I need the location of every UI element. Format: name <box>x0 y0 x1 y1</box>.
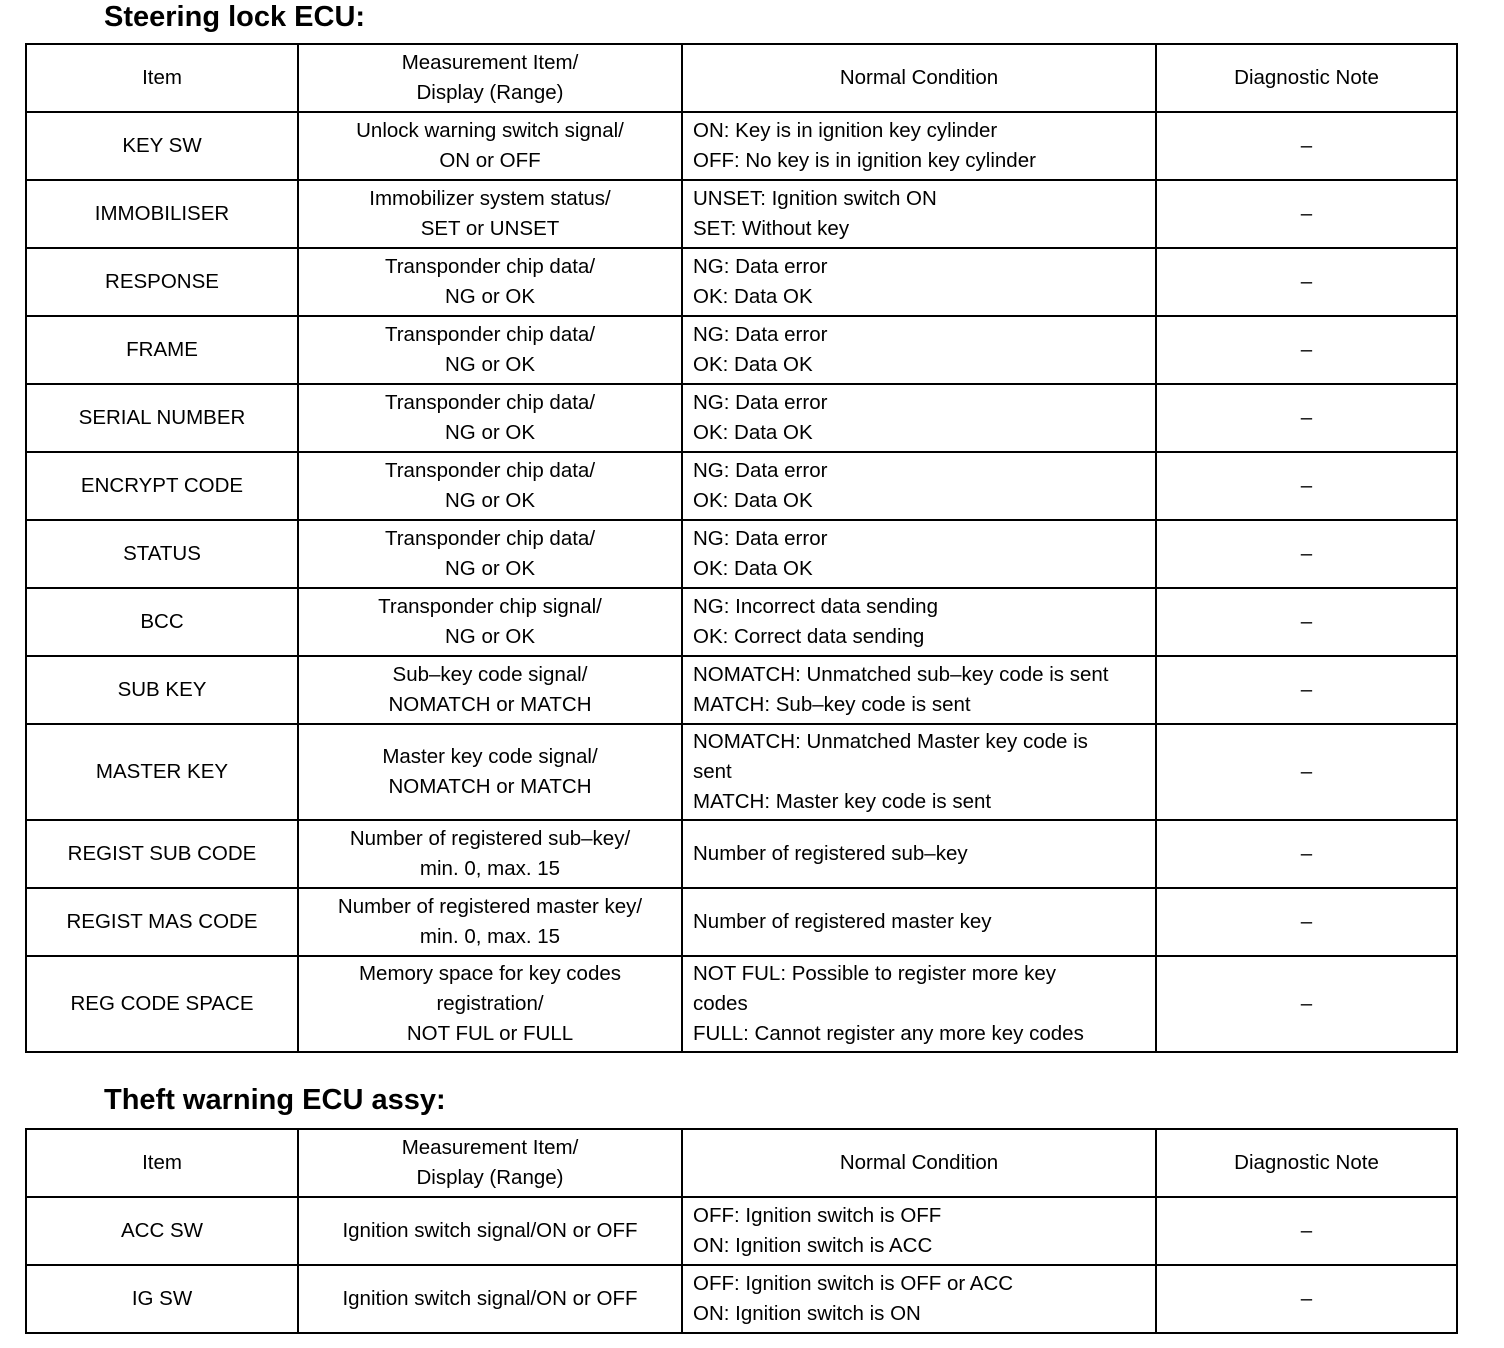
header-measurement-line: Display (Range) <box>416 1166 564 1189</box>
measurement-cell-line: NG or OK <box>445 557 535 580</box>
measurement-cell-line: Memory space for key codes <box>358 962 622 985</box>
table-row <box>26 520 1457 588</box>
measurement-cell <box>298 248 682 316</box>
measurement-cell <box>298 1265 682 1333</box>
condition-cell-line: OK: Data OK <box>693 285 813 308</box>
condition-cell-line: SET: Without key <box>693 217 850 240</box>
measurement-cell-line: Number of registered sub–key/ <box>349 827 631 850</box>
item-cell: IMMOBILISER <box>26 180 298 248</box>
diagnostic-note-cell: – <box>1156 1265 1457 1333</box>
condition-cell-line: OK: Correct data sending <box>693 625 925 648</box>
table-row <box>26 656 1457 724</box>
measurement-cell <box>298 112 682 180</box>
condition-cell <box>682 724 1156 820</box>
header-measurement-line: Display (Range) <box>416 81 564 104</box>
diagnostic-note-cell: – <box>1156 588 1457 656</box>
condition-cell-line: UNSET: Ignition switch ON <box>693 187 937 210</box>
theft-warning-ecu-table <box>25 1128 1458 1334</box>
condition-cell-line: MATCH: Master key code is sent <box>693 790 992 813</box>
condition-cell-line: NG: Data error <box>693 323 828 346</box>
header-note: Diagnostic Note <box>1156 44 1457 112</box>
measurement-cell-line: Transponder chip data/ <box>384 255 596 278</box>
diagnostic-note-cell: – <box>1156 248 1457 316</box>
condition-cell <box>682 1265 1156 1333</box>
condition-cell-line: NG: Data error <box>693 459 828 482</box>
condition-cell-line: ON: Ignition switch is ON <box>693 1302 921 1325</box>
condition-cell <box>682 1197 1156 1265</box>
header-item: Item <box>26 1129 298 1197</box>
measurement-cell-line: ON or OFF <box>439 149 541 172</box>
item-cell: REGIST MAS CODE <box>26 888 298 956</box>
condition-cell-line: OK: Data OK <box>693 489 813 512</box>
measurement-cell-line: NOT FUL or FULL <box>406 1022 574 1045</box>
condition-cell-line: NG: Data error <box>693 527 828 550</box>
table-row <box>26 384 1457 452</box>
measurement-cell-line: Immobilizer system status/ <box>369 187 611 210</box>
measurement-cell-line: min. 0, max. 15 <box>419 925 561 948</box>
condition-cell-line: OK: Data OK <box>693 421 813 444</box>
table-row <box>26 888 1457 956</box>
condition-cell-line: sent <box>693 760 732 783</box>
measurement-cell-line: Number of registered master key/ <box>337 895 643 918</box>
table-header-row <box>26 44 1457 112</box>
condition-cell-line: NOT FUL: Possible to register more key <box>693 962 1057 985</box>
item-cell: BCC <box>26 588 298 656</box>
measurement-cell-line: Transponder chip signal/ <box>378 595 602 618</box>
measurement-cell-line: Ignition switch signal/ON or OFF <box>342 1219 638 1242</box>
measurement-cell <box>298 888 682 956</box>
condition-cell-line: OK: Data OK <box>693 353 813 376</box>
condition-cell-line: Number of registered sub–key <box>693 842 968 865</box>
condition-cell <box>682 956 1156 1052</box>
condition-cell-line: NOMATCH: Unmatched sub–key code is sent <box>693 663 1109 686</box>
measurement-cell <box>298 316 682 384</box>
table-row <box>26 1197 1457 1265</box>
condition-cell-line: NOMATCH: Unmatched Master key code is <box>693 730 1088 753</box>
item-cell: SERIAL NUMBER <box>26 384 298 452</box>
steering-lock-ecu-table <box>25 43 1458 1053</box>
measurement-cell <box>298 520 682 588</box>
measurement-cell <box>298 384 682 452</box>
condition-cell-line: OFF: Ignition switch is OFF <box>693 1204 942 1227</box>
header-measurement <box>298 1129 682 1197</box>
item-cell: REGIST SUB CODE <box>26 820 298 888</box>
diagnostic-note-cell: – <box>1156 956 1457 1052</box>
condition-cell <box>682 656 1156 724</box>
measurement-cell <box>298 180 682 248</box>
measurement-cell-line: Transponder chip data/ <box>384 391 596 414</box>
condition-cell-line: codes <box>693 992 748 1015</box>
condition-cell <box>682 520 1156 588</box>
measurement-cell-line: Master key code signal/ <box>382 745 598 768</box>
measurement-cell-line: NG or OK <box>445 421 535 444</box>
diagnostic-note-cell: – <box>1156 384 1457 452</box>
item-cell: REG CODE SPACE <box>26 956 298 1052</box>
condition-cell <box>682 888 1156 956</box>
item-cell: FRAME <box>26 316 298 384</box>
table-row <box>26 588 1457 656</box>
condition-cell-line: OK: Data OK <box>693 557 813 580</box>
measurement-cell-line: Transponder chip data/ <box>384 459 596 482</box>
measurement-cell-line: SET or UNSET <box>420 217 560 240</box>
table-row <box>26 316 1457 384</box>
measurement-cell <box>298 1197 682 1265</box>
measurement-cell <box>298 452 682 520</box>
condition-cell <box>682 588 1156 656</box>
measurement-cell <box>298 956 682 1052</box>
measurement-cell-line: min. 0, max. 15 <box>419 857 561 880</box>
condition-cell-line: NG: Data error <box>693 255 828 278</box>
measurement-cell <box>298 588 682 656</box>
header-measurement <box>298 44 682 112</box>
condition-cell-line: MATCH: Sub–key code is sent <box>693 693 971 716</box>
condition-cell-line: NG: Incorrect data sending <box>693 595 938 618</box>
condition-cell <box>682 452 1156 520</box>
condition-cell-line: ON: Key is in ignition key cylinder <box>693 119 998 142</box>
item-cell: STATUS <box>26 520 298 588</box>
header-note: Diagnostic Note <box>1156 1129 1457 1197</box>
condition-cell <box>682 180 1156 248</box>
condition-cell <box>682 112 1156 180</box>
item-cell: MASTER KEY <box>26 724 298 820</box>
header-measurement-line: Measurement Item/ <box>401 1136 579 1159</box>
condition-cell <box>682 820 1156 888</box>
measurement-cell-line: Transponder chip data/ <box>384 323 596 346</box>
diagnostic-note-cell: – <box>1156 520 1457 588</box>
diagnostic-note-cell: – <box>1156 316 1457 384</box>
diagnostic-note-cell: – <box>1156 820 1457 888</box>
table-row <box>26 956 1457 1052</box>
condition-cell-line: NG: Data error <box>693 391 828 414</box>
diagnostic-note-cell: – <box>1156 724 1457 820</box>
header-item: Item <box>26 44 298 112</box>
diagnostic-note-cell: – <box>1156 112 1457 180</box>
measurement-cell <box>298 820 682 888</box>
condition-cell-line: ON: Ignition switch is ACC <box>693 1234 933 1257</box>
diagnostic-note-cell: – <box>1156 656 1457 724</box>
measurement-cell-line: Sub–key code signal/ <box>392 663 588 686</box>
measurement-cell-line: registration/ <box>436 992 544 1015</box>
measurement-cell-line: NG or OK <box>445 353 535 376</box>
condition-cell-line: FULL: Cannot register any more key codes <box>693 1022 1084 1045</box>
table-row <box>26 180 1457 248</box>
item-cell: ENCRYPT CODE <box>26 452 298 520</box>
condition-cell-line: OFF: Ignition switch is OFF or ACC <box>693 1272 1014 1295</box>
measurement-cell-line: NOMATCH or MATCH <box>388 693 592 716</box>
measurement-cell-line: Transponder chip data/ <box>384 527 596 550</box>
table-row <box>26 452 1457 520</box>
item-cell: SUB KEY <box>26 656 298 724</box>
measurement-cell-line: Ignition switch signal/ON or OFF <box>342 1287 638 1310</box>
measurement-cell-line: Unlock warning switch signal/ <box>356 119 624 142</box>
table-row <box>26 112 1457 180</box>
header-condition: Normal Condition <box>682 44 1156 112</box>
item-cell: ACC SW <box>26 1197 298 1265</box>
item-cell: KEY SW <box>26 112 298 180</box>
condition-cell <box>682 248 1156 316</box>
header-measurement-line: Measurement Item/ <box>401 51 579 74</box>
measurement-cell-line: NG or OK <box>445 285 535 308</box>
diagnostic-note-cell: – <box>1156 1197 1457 1265</box>
measurement-cell <box>298 656 682 724</box>
item-cell: RESPONSE <box>26 248 298 316</box>
section-title-theft-warning-ecu: Theft warning ECU assy: <box>104 1084 446 1116</box>
measurement-cell-line: NG or OK <box>445 489 535 512</box>
section-title-steering-lock-ecu: Steering lock ECU: <box>104 1 366 33</box>
measurement-cell <box>298 724 682 820</box>
header-condition: Normal Condition <box>682 1129 1156 1197</box>
condition-cell-line: Number of registered master key <box>693 910 992 933</box>
diagnostic-note-cell: – <box>1156 452 1457 520</box>
item-cell: IG SW <box>26 1265 298 1333</box>
measurement-cell-line: NG or OK <box>445 625 535 648</box>
diagnostic-note-cell: – <box>1156 888 1457 956</box>
condition-cell <box>682 316 1156 384</box>
table-header-row <box>26 1129 1457 1197</box>
condition-cell <box>682 384 1156 452</box>
table-row <box>26 248 1457 316</box>
diagnostic-note-cell: – <box>1156 180 1457 248</box>
measurement-cell-line: NOMATCH or MATCH <box>388 775 592 798</box>
table-row <box>26 724 1457 820</box>
table-row <box>26 1265 1457 1333</box>
table-row <box>26 820 1457 888</box>
condition-cell-line: OFF: No key is in ignition key cylinder <box>693 149 1036 172</box>
